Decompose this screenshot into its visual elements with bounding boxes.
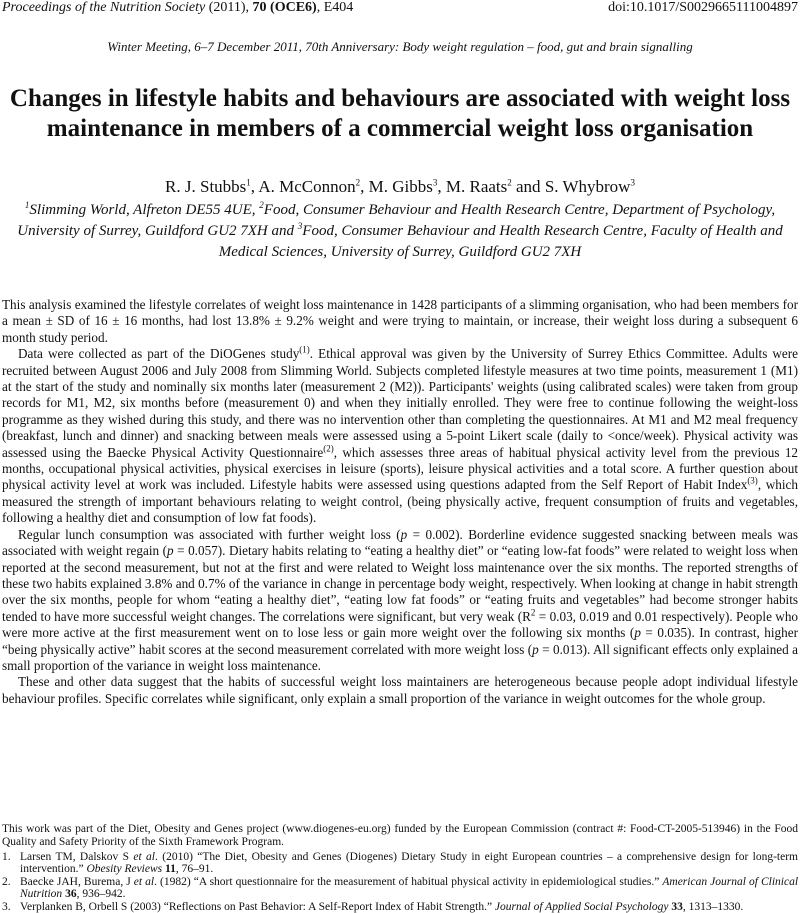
author: M. Gibbs$^3$,	[368, 177, 446, 196]
journal-page: , E404	[316, 0, 354, 15]
author: R. J. Stubbs$^1$,	[165, 177, 259, 196]
affiliations	[10, 200, 790, 263]
abstract-body	[2, 297, 798, 707]
journal-volume: 70 (OCE6)	[252, 0, 317, 15]
acknowledgement: This work was part of the Diet, Obesity and Genes project (www.diogenes-eu.org) funded by the European Commission (contract #: Food-CT-2005-513946) in the Food Quality and Safety Priority of the Sixth Framework Program.	[2, 823, 798, 848]
affiliation: $^1$Slimming World, Alfreton DE55 4UE,	[24, 200, 260, 218]
journal-name: Proceedings of the Nutrition Society	[2, 0, 206, 15]
affiliation: $^3$Food, Consumer Behaviour and Health Research Centre, Faculty of Health and Medical Sciences, University of Surrey, Guildford GU2 7XH	[218, 221, 783, 260]
running-header	[2, 0, 798, 20]
paragraph-results: Regular lunch consumption was associated with further weight loss (p = 0.002). Borderline evidence suggested snacking between meals was associated with weight regain (p = 0.057). Dietary habits relating to “eating a healthy diet” or “eating low-fat foods” were related to weight loss when reported at the second measurement, but not at the first and were related to Weight loss maintenance over the six months. The reported strengths of these two habits explained 3.8% and 0.7% of the variance in change in percentage body weight, respectively. When looking at change in habit strength over the six months, people for whom “eating a healthy diet”, “eating low fat foods” or “eating fruits and vegetables” had become stronger habits tended to have more successful weight changes. The correlations were significant, but very weak ($R^2 = 0.03$, 0.019 and 0.01 respectively). People who were more active at the first measurement went on to lose less or gain more weight over the following six months (p = 0.035). In contrast, higher “being physically active” habit scores at the second measurement correlated with more weight loss (p = 0.013). All significant effects only explained a small proportion of the variance in weight loss maintenance.	[2, 526, 799, 673]
citation-ref: (2)	[323, 443, 334, 454]
author: A. McConnon$^2$,	[258, 177, 369, 196]
paragraph-conclusion: These and other data suggest that the habits of successful weight loss maintainers are heterogeneous because people adopt individual lifestyle behaviour profiles. Specific correlates while significant, only explain a small proportion of the variance in weight outcomes for the whole group.	[2, 674, 798, 706]
author: S. Whybrow$^3$	[544, 177, 635, 196]
meeting-line: Winter Meeting, 6–7 December 2011, 70th Anniversary: Body weight regulation – food, gut and brain signalling	[107, 39, 693, 54]
reference-item: 3. Verplanken B, Orbell S (2003) “Reflections on Past Behavior: A Self-Report Index of Habit Strength.” Journal of Applied Social Psychology 33, 1313–1330.	[2, 900, 744, 913]
reference-item: 2. Baecke JAH, Burema, J et al. (1982) “A short questionnaire for the measurement of habitual physical activity in epidemiological studies.” American Journal of Clinical Nutrition 36, 936–942.	[2, 875, 799, 901]
reference-item: 1. Larsen TM, Dalskov S et al. (2010) “The Diet, Obesity and Genes (Diogenes) Dietary Study in eight European countries – a comprehensive design for long-term intervention.” Obesity Reviews 11, 76–91.	[2, 851, 798, 876]
affiliation: $^2$Food, Consumer Behaviour and Health Research Centre, Department of Psychology, University of Surrey, Guildford GU2 7XH and	[17, 200, 776, 239]
journal-year: (2011),	[205, 0, 253, 15]
citation-ref: (1)	[299, 344, 310, 355]
article-title: Changes in lifestyle habits and behaviours are associated with weight loss maintenance in members of a commercial weight loss organisation	[9, 85, 791, 142]
doi: doi:10.1017/S0029665111004897	[608, 0, 798, 15]
reference-list	[2, 851, 798, 913]
paragraph-methods: Data were collected as part of the DiOGenes study$^{(1)}$. Ethical approval was given by the University of Surrey Ethics Committee. Adults were recruited between August 2006 and July 2008 from Slimming World. Subjects completed lifestyle measures at two time points, measurement 1 (M1) at the start of the study and nominally six months later (measurement 2 (M2)). Participants' weights (using calibrated scales) were taken from group records for M1, M2, six months before (measurement 0) and when they initially enrolled. They were free to continue following the weight-loss programme as they wished during this study, and there was no intervention other than completing the questionnaires. At M1 and M2 meal frequency (breakfast, lunch and dinner) and snacking between meals were assessed using a 5-point Likert scale (daily to <once/week). Physical activity was assessed using the Baecke Physical Activity Questionnaire$^{(2)}$, which assesses three areas of habitual physical activity level from the previous 12 months, occupational physical activities, physical exercises in leisure (sports), leisure physical activities and a total score. A further question about physical activity level at work was included. Lifestyle habits were assessed using questions adapted from the Self Report of Habit Index$^{(3)}$, which measured the strength of important behaviours relating to weight control, (being physically active, frequent consumption of fruits and vegetables, following a healthy diet and consumption of low fat foods).	[2, 344, 799, 526]
author-list	[0, 177, 800, 197]
author: M. Raats$^2$ and	[445, 177, 545, 196]
citation-ref: (3)	[747, 476, 758, 487]
journal-citation	[2, 0, 353, 16]
paragraph-intro: This analysis examined the lifestyle correlates of weight loss maintenance in 1428 participants of a slimming organisation, who had been members for a mean ± SD of 16 ± 16 months, had lost 13.8% ± 9.2% weight and were trying to maintain, or increase, their weight loss during a subsequent 6 month study period.	[2, 297, 798, 345]
